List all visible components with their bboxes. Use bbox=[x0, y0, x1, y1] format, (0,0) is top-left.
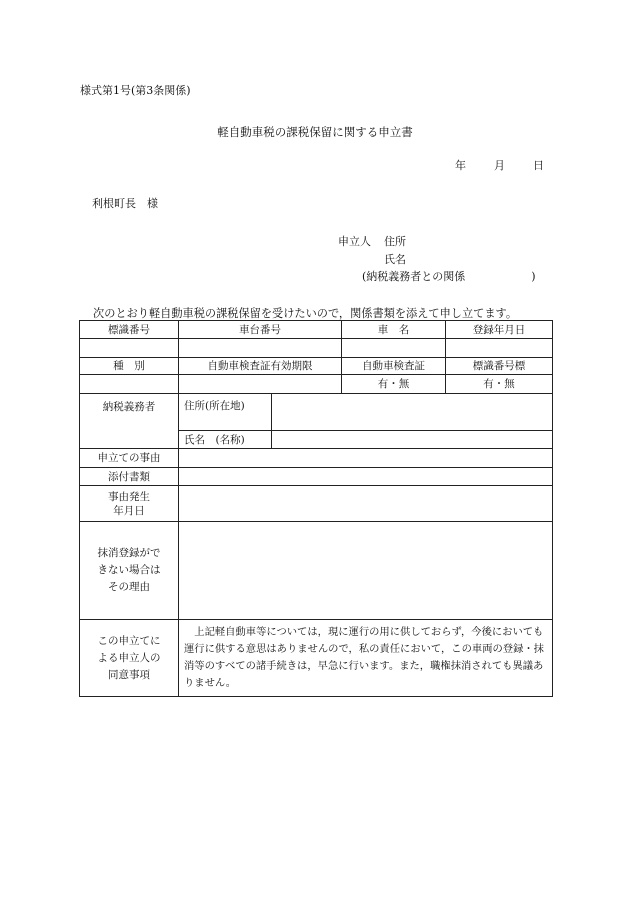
table-row bbox=[80, 358, 553, 375]
deregistration-line2: きない場合は bbox=[97, 564, 161, 576]
table-row bbox=[80, 375, 553, 394]
attachments-label: 添付書類 bbox=[80, 468, 179, 486]
table-row bbox=[80, 468, 553, 486]
date-year: 年 bbox=[455, 159, 466, 172]
deregistration-line3: その理由 bbox=[108, 581, 150, 593]
type-cell[interactable] bbox=[80, 375, 179, 394]
plate-number-cell[interactable] bbox=[80, 339, 179, 358]
header-plate-number: 標識番号 bbox=[80, 321, 179, 339]
vehicle-name-cell[interactable] bbox=[342, 339, 446, 358]
header-inspection-certificate: 自動車検査証 bbox=[342, 358, 446, 375]
inspection-certificate-presence[interactable]: 有・無 bbox=[342, 375, 446, 394]
table-row bbox=[80, 321, 553, 339]
taxpayer-address-cell[interactable] bbox=[272, 394, 553, 431]
taxpayer-name-label: 氏名 (名称) bbox=[179, 431, 272, 449]
reason-cell[interactable] bbox=[179, 449, 553, 468]
consent-line3: 同意事項 bbox=[108, 668, 150, 681]
inspection-expiry-cell[interactable] bbox=[179, 375, 342, 394]
taxpayer-label: 納税義務者 bbox=[80, 394, 179, 449]
header-plate: 標識番号標 bbox=[446, 358, 553, 375]
applicant-name-label: 氏名 bbox=[384, 253, 406, 266]
applicant-address-label: 住所 bbox=[384, 235, 406, 248]
applicant-relation: (納税義務者との関係 ) bbox=[362, 270, 536, 283]
occurrence-date-label bbox=[80, 486, 179, 522]
date-day: 日 bbox=[533, 159, 544, 172]
deregistration-reason-cell[interactable] bbox=[179, 522, 553, 620]
consent-text: 上記軽自動車等については，現に運行の用に供しておらず，今後においても運行に供する意思はありませんので，私の責任において，この車両の登録・抹消等のすべての諸手続きは，早急に行います。また，職権抹消されても異議ありません。 bbox=[179, 620, 553, 697]
table-row bbox=[80, 339, 553, 358]
deregistration-reason-label bbox=[80, 522, 179, 620]
table-row bbox=[80, 522, 553, 620]
table-row bbox=[80, 486, 553, 522]
form-number: 様式第1号(第3条関係) bbox=[80, 84, 191, 97]
reason-label: 申立ての事由 bbox=[80, 449, 179, 468]
date-line bbox=[455, 157, 544, 173]
table-row bbox=[80, 620, 553, 697]
deregistration-line1: 抹消登録がで bbox=[97, 547, 161, 559]
applicant-label: 申立人 bbox=[338, 235, 371, 248]
date-month: 月 bbox=[494, 159, 505, 172]
header-registration-date: 登録年月日 bbox=[446, 321, 553, 339]
consent-label bbox=[80, 620, 179, 697]
header-chassis-number: 車台番号 bbox=[179, 321, 342, 339]
occurrence-date-line1: 事由発生 bbox=[108, 490, 150, 503]
consent-line2: よる申立人の bbox=[97, 651, 161, 664]
attachments-cell[interactable] bbox=[179, 468, 553, 486]
taxpayer-address-label: 住所(所在地) bbox=[179, 394, 272, 431]
addressee: 利根町長 様 bbox=[92, 197, 158, 210]
application-table bbox=[79, 320, 553, 697]
document-title: 軽自動車税の課税保留に関する申立書 bbox=[217, 125, 413, 139]
consent-line1: この申立てに bbox=[97, 634, 161, 647]
occurrence-date-line2: 年月日 bbox=[113, 504, 145, 517]
table-row bbox=[80, 394, 553, 431]
intro-statement: 次のとおり軽自動車税の課税保留を受けたいので，関係書類を添えて申し立てます。 bbox=[93, 307, 518, 320]
header-inspection-expiry: 自動車検査証有効期限 bbox=[179, 358, 342, 375]
taxpayer-name-cell[interactable] bbox=[272, 431, 553, 449]
table-row bbox=[80, 449, 553, 468]
registration-date-cell[interactable] bbox=[446, 339, 553, 358]
plate-presence[interactable]: 有・無 bbox=[446, 375, 553, 394]
header-vehicle-name: 車 名 bbox=[342, 321, 446, 339]
chassis-number-cell[interactable] bbox=[179, 339, 342, 358]
occurrence-date-cell[interactable] bbox=[179, 486, 553, 522]
header-type: 種 別 bbox=[80, 358, 179, 375]
